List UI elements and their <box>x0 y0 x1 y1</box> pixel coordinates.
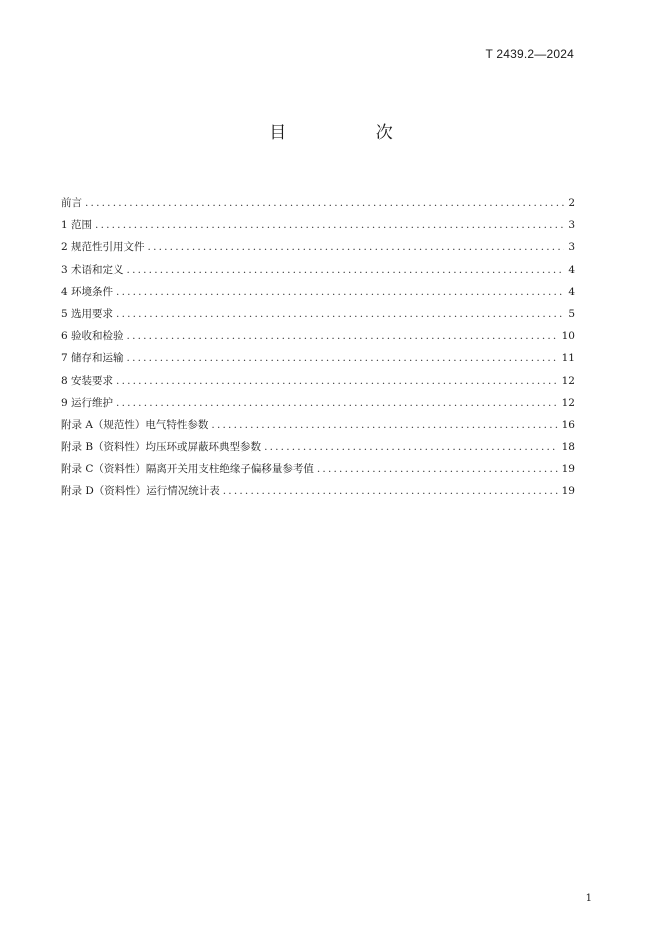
toc-entry-page: 3 <box>568 241 575 254</box>
toc-entry-label: 7 储存和运输 <box>61 352 124 365</box>
toc-entry-selection-requirements[interactable] <box>61 303 575 325</box>
page-title: 目 次 <box>269 123 435 143</box>
toc-dot-leader <box>211 414 557 436</box>
toc-entry-page: 12 <box>561 374 575 387</box>
toc-dot-leader <box>317 458 558 480</box>
toc-dot-leader <box>85 192 564 214</box>
toc-dot-leader <box>95 214 564 236</box>
toc-entry-storage-transport[interactable] <box>61 347 575 369</box>
toc-entry-operation-maintenance[interactable] <box>61 392 575 414</box>
toc-entry-page: 10 <box>561 330 575 343</box>
toc-entry-label: 附录 C（资料性）隔离开关用支柱绝缘子偏移量参考值 <box>61 463 314 476</box>
toc-entry-label: 8 安装要求 <box>61 374 114 387</box>
toc-entry-annex-c[interactable] <box>61 458 575 480</box>
toc-entry-page: 16 <box>561 418 575 431</box>
toc-entry-acceptance-inspection[interactable] <box>61 325 575 347</box>
toc-dot-leader <box>116 370 558 392</box>
toc-entry-label: 4 环境条件 <box>61 285 114 298</box>
toc-entry-page: 11 <box>561 352 575 365</box>
toc-entry-page: 3 <box>568 219 575 232</box>
toc-entry-terms-definitions[interactable] <box>61 259 575 281</box>
toc-dot-leader <box>127 325 558 347</box>
toc-entry-foreword[interactable] <box>61 192 575 214</box>
toc-entry-label: 1 范围 <box>61 219 93 232</box>
toc-entry-page: 18 <box>561 441 575 454</box>
document-code: T 2439.2—2024 <box>485 47 574 61</box>
toc-entry-page: 5 <box>568 307 575 320</box>
toc-dot-leader <box>148 236 565 258</box>
toc-entry-installation-requirements[interactable] <box>61 370 575 392</box>
toc-entry-page: 4 <box>568 285 575 298</box>
toc-entry-normative-references[interactable] <box>61 236 575 258</box>
toc-entry-page: 2 <box>568 197 575 209</box>
toc-entry-label: 附录 A（规范性）电气特性参数 <box>61 418 209 431</box>
toc-entry-label: 5 选用要求 <box>61 307 114 320</box>
toc-dot-leader <box>127 347 558 369</box>
toc-entry-label: 前言 <box>61 197 82 209</box>
toc-dot-leader <box>116 281 564 303</box>
toc-dot-leader <box>116 392 558 414</box>
toc-entry-page: 12 <box>561 396 575 409</box>
toc-entry-label: 3 术语和定义 <box>61 263 124 276</box>
toc-entry-label: 9 运行维护 <box>61 396 114 409</box>
toc-entry-label: 附录 B（资料性）均压环或屏蔽环典型参数 <box>61 441 262 454</box>
toc-dot-leader <box>116 303 564 325</box>
table-of-contents <box>61 192 575 503</box>
toc-entry-scope[interactable] <box>61 214 575 236</box>
toc-entry-annex-b[interactable] <box>61 436 575 458</box>
toc-entry-page: 19 <box>561 485 575 498</box>
toc-entry-label: 附录 D（资料性）运行情况统计表 <box>61 485 220 498</box>
toc-entry-label: 6 验收和检验 <box>61 330 124 343</box>
toc-dot-leader <box>264 436 558 458</box>
toc-entry-label: 2 规范性引用文件 <box>61 241 145 254</box>
toc-entry-page: 19 <box>561 463 575 476</box>
toc-dot-leader <box>127 259 565 281</box>
toc-entry-environmental-conditions[interactable] <box>61 281 575 303</box>
toc-entry-page: 4 <box>568 263 575 276</box>
toc-dot-leader <box>223 480 558 502</box>
toc-entry-annex-a[interactable] <box>61 414 575 436</box>
page-number: 1 <box>585 893 592 904</box>
toc-entry-annex-d[interactable] <box>61 480 575 502</box>
